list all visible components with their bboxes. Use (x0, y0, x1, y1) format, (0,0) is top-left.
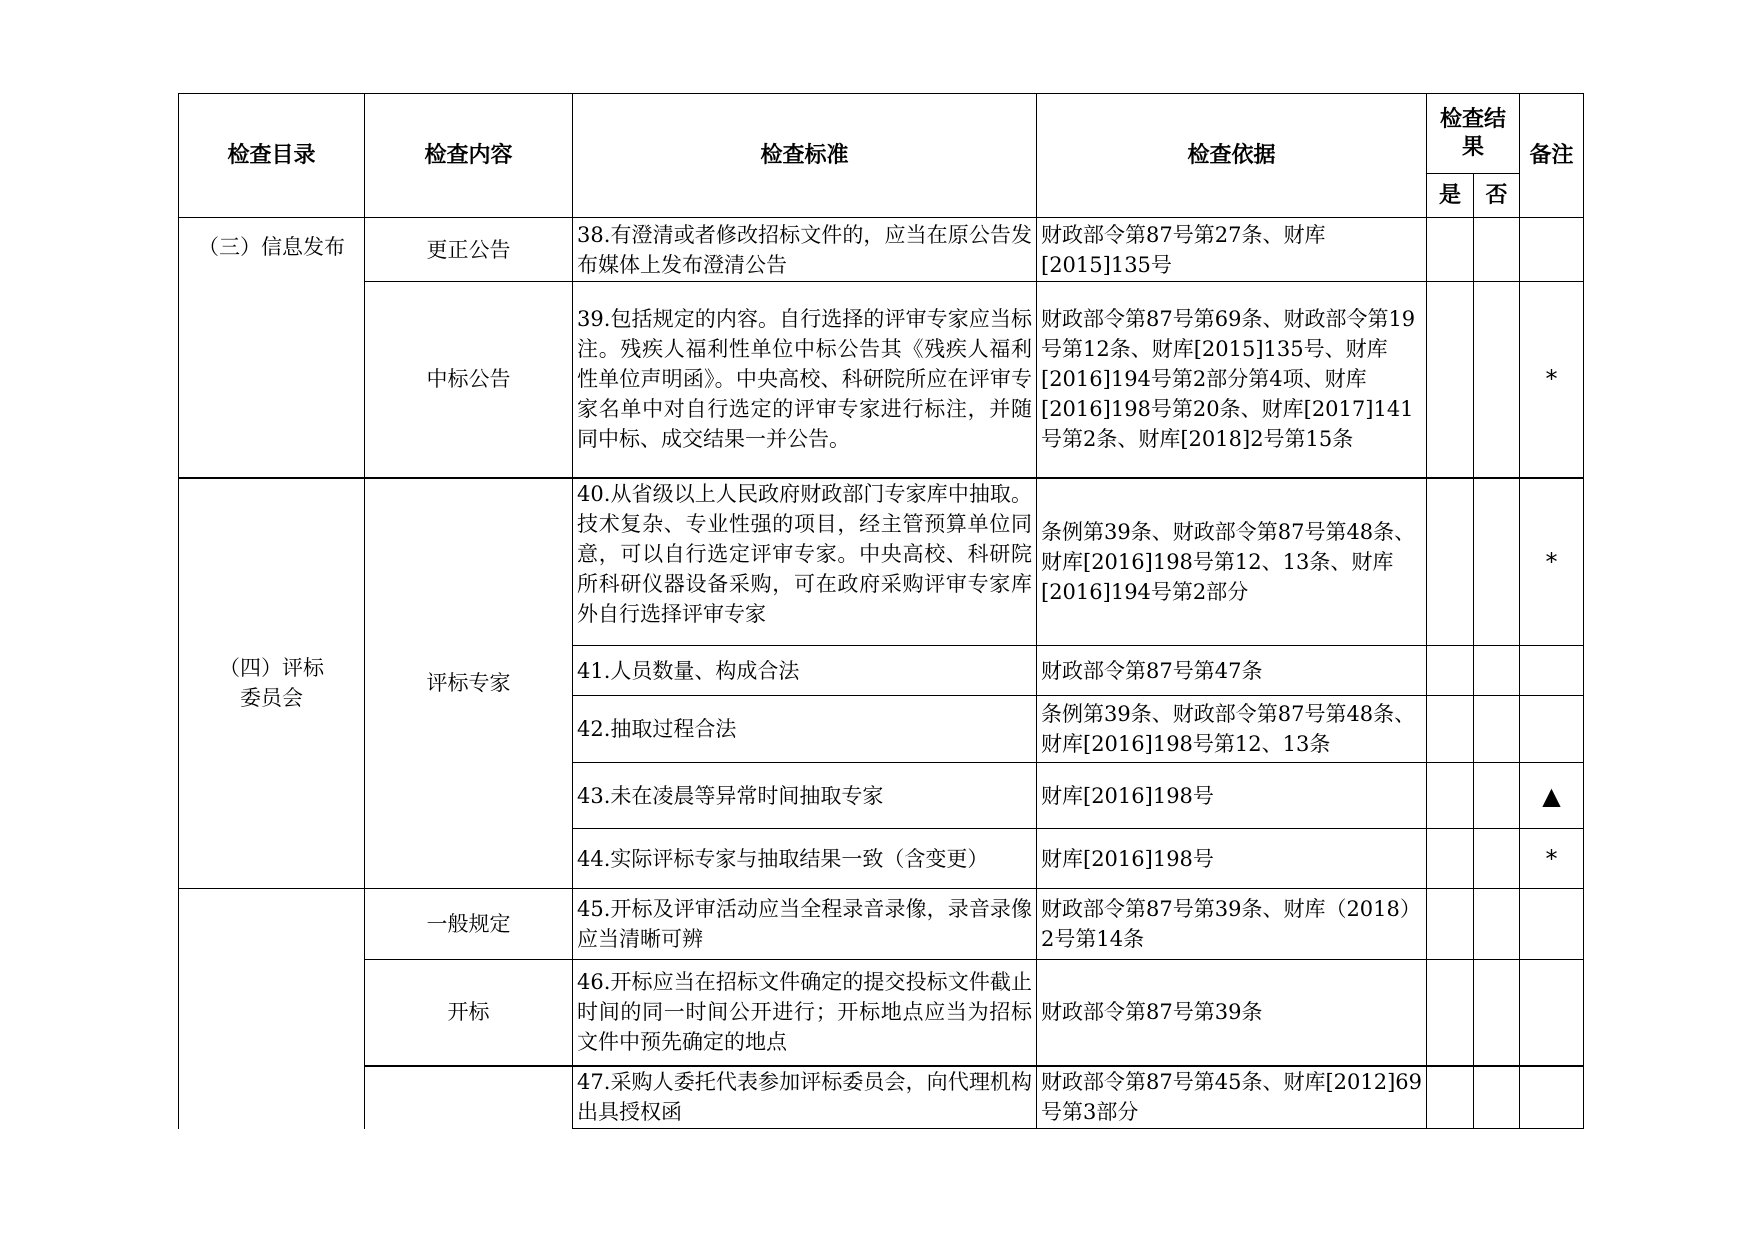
remark-cell (1520, 1066, 1584, 1129)
result-no-cell[interactable] (1474, 960, 1520, 1066)
section-evaluation-committee-label: （四）评标委员会 (219, 656, 324, 711)
remark-cell: * (1520, 282, 1584, 478)
result-yes-cell[interactable] (1427, 478, 1474, 646)
remark-cell (1520, 889, 1584, 960)
standard-cell: 42.抽取过程合法 (573, 696, 1037, 763)
content-cell: 更正公告 (365, 218, 573, 282)
basis-cell: 财库[2016]198号 (1037, 763, 1427, 829)
header-remark: 备注 (1520, 94, 1584, 218)
standard-cell (573, 478, 1037, 646)
standard-cell: 45.开标及评审活动应当全程录音录像，录音录像应当清晰可辨 (573, 889, 1037, 960)
header-result: 检查结果 (1427, 94, 1520, 174)
basis-cell: 财政部令第87号第27条、财库[2015]135号 (1037, 218, 1427, 282)
section-evaluation-committee (179, 478, 365, 889)
basis-cell: 条例第39条、财政部令第87号第48条、财库[2016]198号第12、13条、财库[2016]194号第2部分 (1037, 478, 1427, 646)
header-catalog: 检查目录 (179, 94, 365, 218)
header-content: 检查内容 (365, 94, 573, 218)
content-cell (365, 1066, 573, 1129)
result-no-cell[interactable] (1474, 889, 1520, 960)
basis-cell: 条例第39条、财政部令第87号第48条、财库[2016]198号第12、13条 (1037, 696, 1427, 763)
result-no-cell[interactable] (1474, 1066, 1520, 1129)
standard-text: 40.从省级以上人民政府财政部门专家库中抽取。技术复杂、专业性强的项目，经主管预算单位同意，可以自行选定评审专家。中央高校、科研院所科研仪器设备采购，可在政府采购评审专家库外自行选择评审专家 (577, 481, 1032, 626)
standard-cell: 38.有澄清或者修改招标文件的，应当在原公告发布媒体上发布澄清公告 (573, 218, 1037, 282)
standard-cell: 46.开标应当在招标文件确定的提交投标文件截止时间的同一时间公开进行；开标地点应当为招标文件中预先确定的地点 (573, 960, 1037, 1066)
remark-triangle-icon: ▲ (1520, 763, 1584, 829)
header-no: 否 (1474, 174, 1520, 218)
remark-cell (1520, 696, 1584, 763)
inspection-table (178, 93, 1584, 1129)
remark-cell (1520, 960, 1584, 1066)
basis-cell: 财政部令第87号第45条、财库[2012]69号第3部分 (1037, 1066, 1427, 1129)
standard-cell: 44.实际评标专家与抽取结果一致（含变更） (573, 829, 1037, 889)
basis-cell: 财库[2016]198号 (1037, 829, 1427, 889)
result-yes-cell[interactable] (1427, 696, 1474, 763)
content-cell: 中标公告 (365, 282, 573, 478)
result-no-cell[interactable] (1474, 478, 1520, 646)
remark-cell: * (1520, 478, 1584, 646)
standard-cell: 41.人员数量、构成合法 (573, 646, 1037, 696)
remark-cell: * (1520, 829, 1584, 889)
standard-cell: 47.采购人委托代表参加评标委员会，向代理机构出具授权函 (573, 1066, 1037, 1129)
section-empty (179, 889, 365, 1129)
result-yes-cell[interactable] (1427, 1066, 1474, 1129)
basis-cell: 财政部令第87号第39条 (1037, 960, 1427, 1066)
result-yes-cell[interactable] (1427, 889, 1474, 960)
standard-cell: 43.未在凌晨等异常时间抽取专家 (573, 763, 1037, 829)
content-cell: 评标专家 (365, 478, 573, 889)
header-basis: 检查依据 (1037, 94, 1427, 218)
result-yes-cell[interactable] (1427, 829, 1474, 889)
result-no-cell[interactable] (1474, 696, 1520, 763)
standard-cell: 39.包括规定的内容。自行选择的评审专家应当标注。残疾人福利性单位中标公告其《残疾人福利性单位声明函》。中央高校、科研院所应在评审专家名单中对自行选定的评审专家进行标注，并随同中标、成交结果一并公告。 (573, 282, 1037, 478)
header-yes: 是 (1427, 174, 1474, 218)
result-no-cell[interactable] (1474, 829, 1520, 889)
basis-cell: 财政部令第87号第39条、财库（2018）2号第14条 (1037, 889, 1427, 960)
result-yes-cell[interactable] (1427, 960, 1474, 1066)
basis-cell: 财政部令第87号第47条 (1037, 646, 1427, 696)
remark-cell (1520, 218, 1584, 282)
result-yes-cell[interactable] (1427, 646, 1474, 696)
content-cell: 开标 (365, 960, 573, 1066)
result-no-cell[interactable] (1474, 218, 1520, 282)
basis-cell: 财政部令第87号第69条、财政部令第19号第12条、财库[2015]135号、财库[2016]194号第2部分第4项、财库[2016]198号第20条、财库[2017]141号第2条、财库[2018]2号第15条 (1037, 282, 1427, 478)
result-no-cell[interactable] (1474, 646, 1520, 696)
content-cell: 一般规定 (365, 889, 573, 960)
result-yes-cell[interactable] (1427, 282, 1474, 478)
header-standard: 检查标准 (573, 94, 1037, 218)
result-yes-cell[interactable] (1427, 763, 1474, 829)
section-info-release: （三）信息发布 (179, 218, 365, 478)
result-yes-cell[interactable] (1427, 218, 1474, 282)
remark-cell (1520, 646, 1584, 696)
result-no-cell[interactable] (1474, 282, 1520, 478)
result-no-cell[interactable] (1474, 763, 1520, 829)
